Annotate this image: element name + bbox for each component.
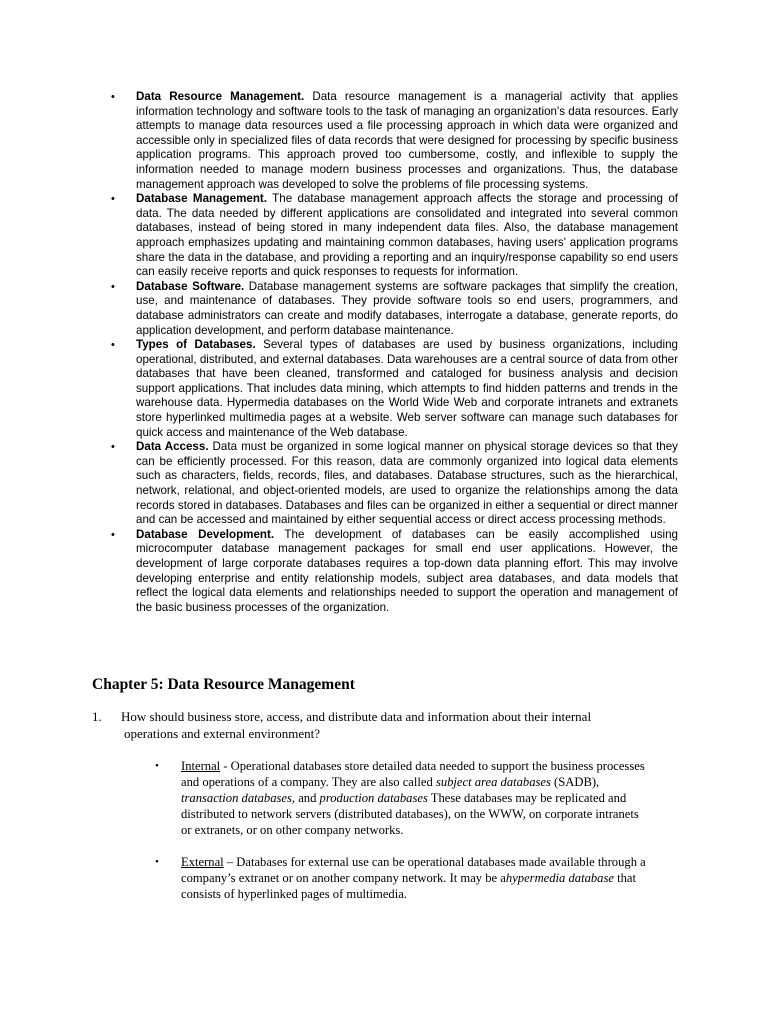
- bullet-text: Data must be organized in some logical manner on physical storage devices so that they can be efficiently processed. For this reason, data are commonly organized into logical data elements such as characters, fields, records, files, and databases. Database structures, such as the hierarchical, network, relational, and object-oriented models, are used to organize the relationships among the data records stored in databases. Databases and files can be organized in either a sequential or direct manner and can be accessed and maintained by either sequential access or direct access processing methods.: [136, 440, 678, 527]
- bullet-icon: •: [111, 91, 115, 103]
- answer-italic-term: hypermedia database: [505, 871, 614, 885]
- summary-bullet-list: [108, 90, 678, 615]
- answer-external: [152, 854, 652, 902]
- bullet-text: The database management approach affects the storage and processing of data. The data needed by different applications are consolidated and integrated into several common databases, instead of being stored in many independent data files. Also, the database management approach emphasizes updating and maintaining common databases, having users' application programs share the data in the database, and providing a reporting and an inquiry/response capability so end users can easily receive reports and quick responses to requests for information.: [136, 192, 678, 279]
- answer-text: – Databases for external use can be operational databases made available through a company’s extranet or on another company network. It may be a: [181, 855, 646, 885]
- bullet-term: Database Management.: [136, 192, 268, 206]
- bullet-icon: •: [155, 856, 159, 868]
- answer-text: (SADB),: [550, 775, 600, 789]
- bullet-term: Database Software.: [136, 279, 245, 293]
- answer-internal: [152, 758, 652, 838]
- bullet-icon: •: [111, 280, 115, 293]
- bullet-icon: •: [111, 441, 115, 454]
- answer-text: that consists of hyperlinked pages of multimedia.: [181, 871, 637, 901]
- answer-italic-term: subject area databases: [435, 775, 551, 789]
- bullet-term: Data Resource Management.: [136, 90, 305, 103]
- bullet-icon: •: [111, 339, 115, 352]
- answer-text: These databases may be replicated and distributed to network servers (distributed databases), on the WWW, on corporate intranets or extranets, or on other company networks.: [181, 791, 639, 837]
- answer-label-external: External: [181, 855, 224, 869]
- question-text-line-2: operations and external environment?: [124, 725, 321, 741]
- answer-italic-term: production databases: [319, 791, 428, 805]
- bullet-database-development: [108, 528, 678, 616]
- answer-bullet-list: [152, 758, 652, 902]
- bullet-text: Data resource management is a managerial activity that applies information technology and software tools to the task of managing an organization's data resources. Early attempts to manage data resources used a file processing approach in which data were organized and accessible only in specialized files of data records that were designed for processing by specific business application programs. This approach proved too cumbersome, costly, and inflexible to supply the information needed to manage modern business processes and organizations. Thus, the database management approach was developed to solve the problems of file processing systems.: [136, 90, 678, 191]
- answer-label-internal: Internal: [181, 759, 221, 773]
- answer-text: and: [295, 791, 320, 805]
- bullet-icon: •: [111, 528, 115, 541]
- bullet-data-access: [108, 440, 678, 528]
- question-number: 1.: [92, 709, 102, 724]
- answer-italic-term: transaction databases,: [181, 791, 296, 805]
- bullet-types-of-databases: [108, 338, 678, 440]
- bullet-database-management: [108, 192, 678, 280]
- bullet-text: Several types of databases are used by business organizations, including operational, distributed, and external databases. Data warehouses are a central source of data from other databases that have been cleaned, transformed and cataloged for business analysis and decision support applications. That includes data mining, which attempts to find hidden patterns and trends in the warehouse data. Hypermedia databases on the World Wide Web and corporate intranets and extranets store hyperlinked multimedia pages at a website. Web server software can manage such databases for quick access and maintenance of the Web database.: [136, 338, 678, 439]
- bullet-database-software: [108, 280, 678, 338]
- bullet-text: The development of databases can be easily accomplished using microcomputer database management packages for small end user applications. However, the development of large corporate databases requires a top-down data planning effort. This may involve developing enterprise and entity relationship models, subject area databases, and data models that reflect the logical data elements and relationships needed to support the operation and management of the basic business processes of the organization.: [136, 527, 678, 614]
- bullet-icon: •: [155, 760, 159, 772]
- bullet-data-resource-management: [108, 90, 678, 192]
- answer-text: - Operational databases store detailed data needed to support the business processes and operations of a company. They are also called: [181, 759, 645, 789]
- bullet-text: Database management systems are software packages that simplify the creation, use, and maintenance of databases. They provide software tools so end users, programmers, and database administrators can create and modify databases, interrogate a database, generate reports, do application development, and perform database maintenance.: [136, 279, 678, 337]
- question-text-line-1: How should business store, access, and distribute data and information about their internal: [121, 709, 592, 724]
- bullet-icon: •: [111, 193, 115, 206]
- bullet-term: Database Development.: [136, 527, 275, 541]
- bullet-term: Types of Databases.: [136, 338, 256, 352]
- chapter-title: Chapter 5: Data Resource Management: [92, 676, 355, 693]
- bullet-term: Data Access.: [136, 440, 209, 454]
